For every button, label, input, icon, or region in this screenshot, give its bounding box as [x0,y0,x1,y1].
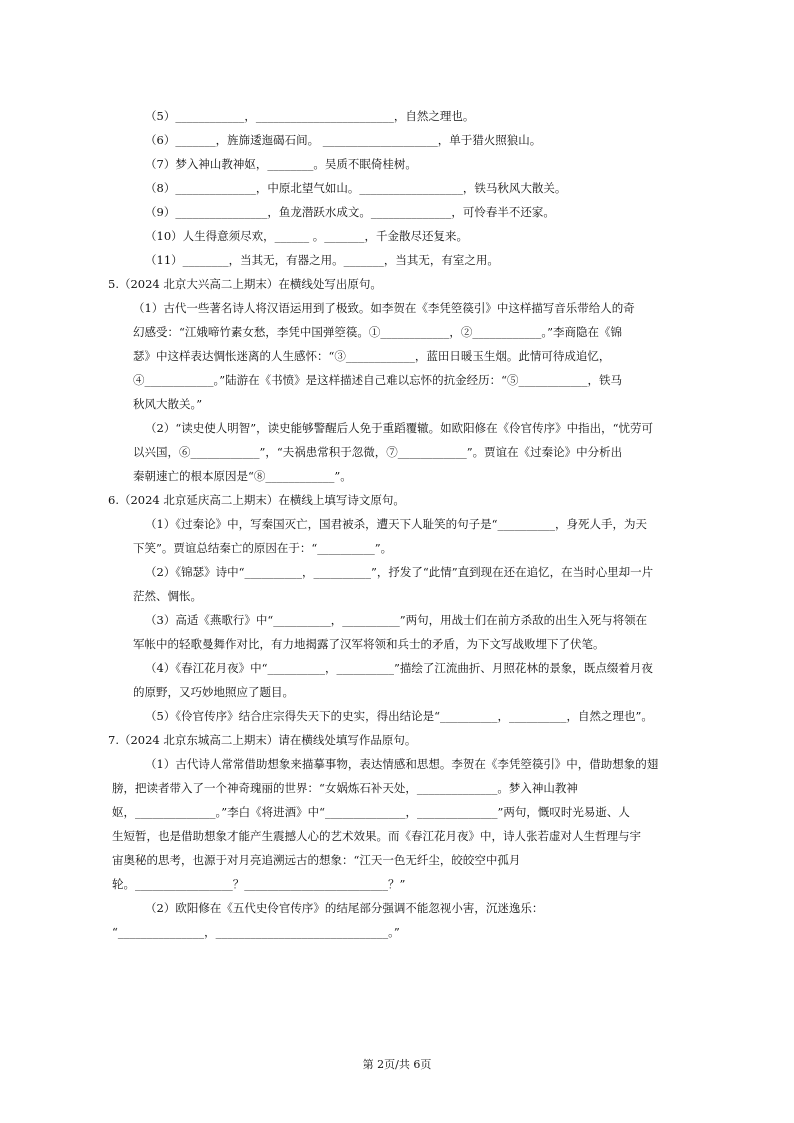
q6-line: （5）《伶官传序》结合庄宗得失天下的史实，得出结论是“__________，__________，自然之理也”。 [145,709,653,723]
q4-item: （10）人生得意须尽欢，______ 。_______，千金散尽还复来。 [145,229,469,243]
q6-line: （1）《过秦论》中，写秦国灭亡，国君被杀，遭天下人耻笑的句子是“__________，身死人手，为天 [145,517,647,531]
q5-line: （2）“读史使人明智”，读史能够警醒后人免于重蹈覆辙。如欧阳修在《伶官传序》中指出，“忧劳可 [145,421,653,435]
q6-line: 下笑”。贾谊总结秦亡的原因在于：“__________”。 [133,541,393,555]
question-4-continued [112,104,682,272]
q6-line: 茫然、惆怅。 [133,589,202,603]
q5-line: 幻感受：“江娥啼竹素女愁，李凭中国弹箜篌。①____________，②____________。”李商隐在《锦 [133,325,623,339]
q5-line: 秦朝速亡的根本原因是“⑧____________”。 [133,469,352,483]
question-7 [108,728,682,944]
question-6 [108,488,682,728]
q4-item: （11）________，当其无，有器之用。_______，当其无，有室之用。 [145,253,499,267]
q5-line: ④____________。”陆游在《书愤》是这样描述自己难以忘怀的抗金经历：“⑤____________，铁马 [133,373,623,387]
q7-line: 宙奥秘的思考，也源于对月亮追溯远古的想象：“江天一色无纤尘，皎皎空中孤月 [112,853,521,867]
q5-line: 以兴国，⑥____________”，“夫祸患常积于忽微，⑦____________”。贾谊在《过秦论》中分析出 [133,445,623,459]
q7-line: 膀，把读者带入了一个神奇瑰丽的世界：“女娲炼石补天处，______________。梦入神山教神 [112,781,578,795]
q6-line: （3）高适《燕歌行》中“__________，__________”两句，用战士们在前方杀敌的出生入死与将领在 [145,613,648,627]
question-6-title: 6.（2024 北京延庆高二上期末）在横线上填写诗文原句。 [108,493,405,507]
q4-item: （8）______________，中原北望气如山。__________________，铁马秋风大散关。 [145,181,567,195]
q7-line: 轮。_________________？_________________________？” [112,877,406,891]
q4-item: （6）_______，旌旆逶迤碣石间。 ____________________，单于猎火照狼山。 [145,133,542,147]
q6-line: 的原野，又巧妙地照应了题目。 [133,685,294,699]
q7-line: 生短暂，也是借助想象才能产生震撼人心的艺术效果。而《春江花月夜》中，诗人张若虚对人生哲理与宇 [112,829,641,843]
q7-line: “_______________，______________________________。” [112,925,400,939]
q7-line: 妪，______________。”李白《将进酒》中“______________，______________”两句，慨叹时光易逝、人 [112,805,630,819]
document-body [108,104,682,944]
q5-line: 瑟》中这样表达惆怅迷离的人生感怀：“③____________，蓝田日暖玉生烟。此情可待成追忆， [133,349,611,363]
page-footer: 第 2页/共 6页 [362,1058,432,1071]
q6-line: （4）《春江花月夜》中“__________，__________”描绘了江流曲折、月照花林的景象，既点缀着月夜 [145,661,653,675]
q4-item: （9）________________，鱼龙潜跃水成文。______________，可怜春半不还家。 [145,205,555,219]
q5-line: （1）古代一些著名诗人将汉语运用到了极致。如李贺在《李凭箜篌引》中这样描写音乐带给人的奇 [133,301,635,315]
q5-line: 秋风大散关。” [133,397,203,411]
q4-item: （7）梦入神山教神妪，________。吴质不眠倚桂树。 [145,157,417,171]
question-5 [108,272,682,488]
question-5-title: 5.（2024 北京大兴高二上期末）在横线处写出原句。 [108,277,382,291]
q7-line: （1）古代诗人常常借助想象来描摹事物，表达情感和思想。李贺在《李凭箜篌引》中，借助想象的翅 [145,757,659,771]
question-7-title: 7.（2024 北京东城高二上期末）请在横线处填写作品原句。 [108,733,417,747]
q6-line: 军帐中的轻歌曼舞作对比，有力地揭露了汉军将领和兵士的矛盾，为下文写战败埋下了伏笔。 [133,637,605,651]
q7-line: （2）欧阳修在《五代史伶官传序》的结尾部分强调不能忽视小害，沉迷逸乐： [145,901,544,915]
q4-item: （5）____________，________________________，自然之理也。 [145,109,475,123]
q6-line: （2）《锦瑟》诗中“__________，__________”，抒发了“此情”直到现在还在追忆，在当时心里却一片 [145,565,654,579]
